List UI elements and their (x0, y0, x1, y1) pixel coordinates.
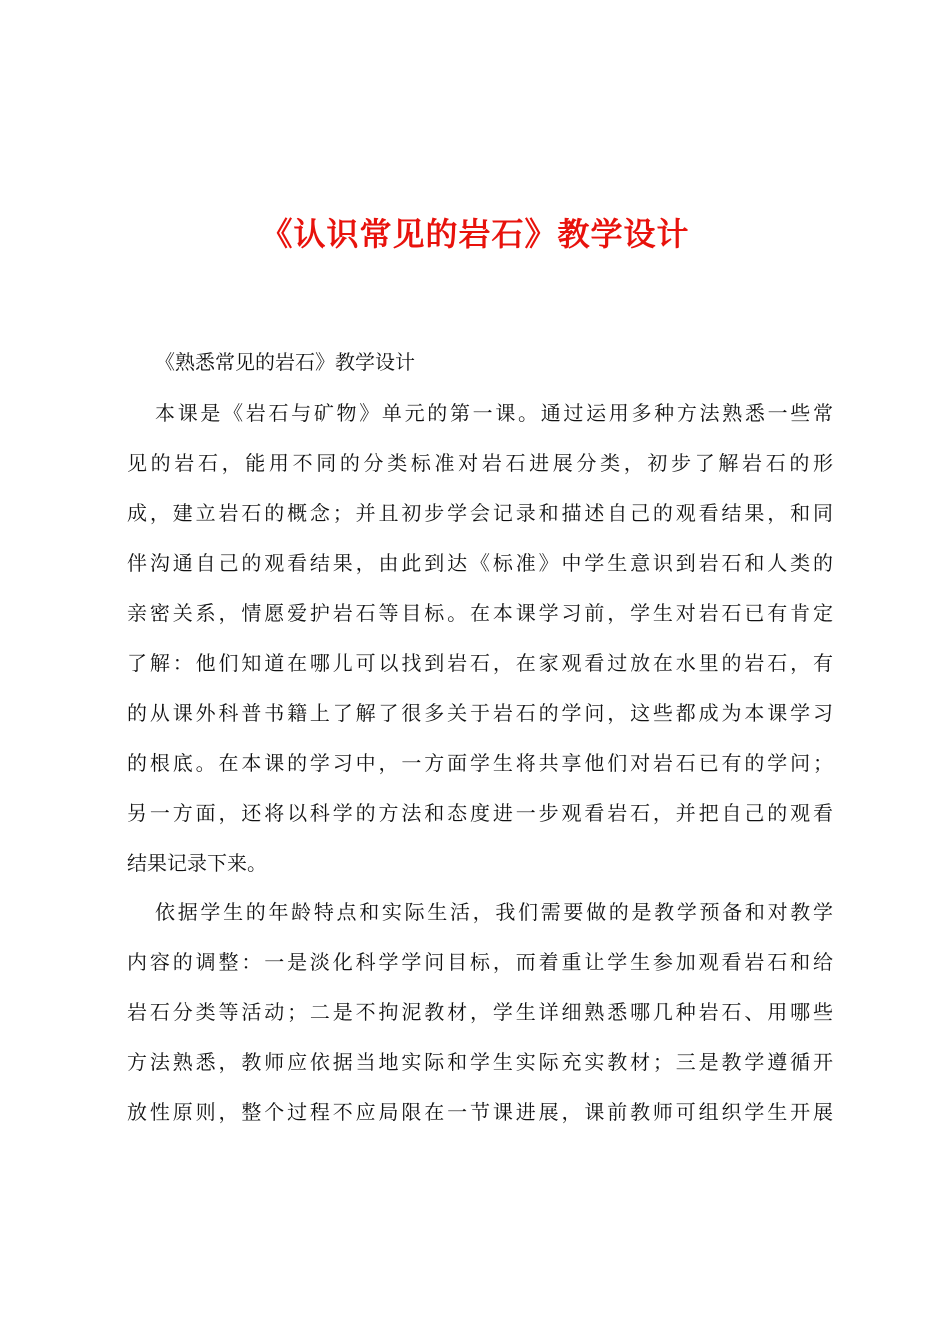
document-title: 《认识常见的岩石》教学设计 (260, 215, 690, 253)
paragraph-line: 另一方面，还将以科学的方法和态度进一步观看岩石，并把自己的观看 (127, 801, 833, 825)
paragraph-line: 结果记录下来。 (127, 851, 267, 875)
paragraph-line: 的从课外科普书籍上了解了很多关于岩石的学问，这些都成为本课学习 (127, 701, 833, 725)
paragraph-line: 伴沟通自己的观看结果，由此到达《标准》中学生意识到岩石和人类的 (127, 551, 833, 575)
paragraph-line: 放性原则，整个过程不应局限在一节课进展，课前教师可组织学生开展 (127, 1100, 833, 1124)
paragraph-line: 方法熟悉，教师应依据当地实际和学生实际充实教材；三是教学遵循开 (127, 1050, 833, 1074)
paragraph-line: 本课是《岩石与矿物》单元的第一课。通过运用多种方法熟悉一些常 (155, 401, 833, 425)
paragraph-2 (127, 887, 833, 1137)
paragraph-line: 亲密关系，情愿爱护岩石等目标。在本课学习前，学生对岩石已有肯定 (127, 601, 833, 625)
paragraph-line: 见的岩石，能用不同的分类标准对岩石进展分类，初步了解岩石的形 (127, 451, 833, 475)
paragraph-line: 的根底。在本课的学习中，一方面学生将共享他们对岩石已有的学问； (127, 751, 833, 775)
paragraph-line: 内容的调整：一是淡化科学学问目标，而着重让学生参加观看岩石和给 (127, 950, 833, 974)
paragraph-line: 成，建立岩石的概念；并且初步学会记录和描述自己的观看结果，和同 (127, 501, 833, 525)
paragraph-1 (127, 388, 833, 888)
document-subtitle: 《熟悉常见的岩石》教学设计 (155, 350, 415, 374)
paragraph-line: 了解：他们知道在哪儿可以找到岩石，在家观看过放在水里的岩石，有 (127, 651, 833, 675)
paragraph-line: 依据学生的年龄特点和实际生活，我们需要做的是教学预备和对教学 (155, 900, 833, 924)
paragraph-line: 岩石分类等活动；二是不拘泥教材，学生详细熟悉哪几种岩石、用哪些 (127, 1000, 833, 1024)
